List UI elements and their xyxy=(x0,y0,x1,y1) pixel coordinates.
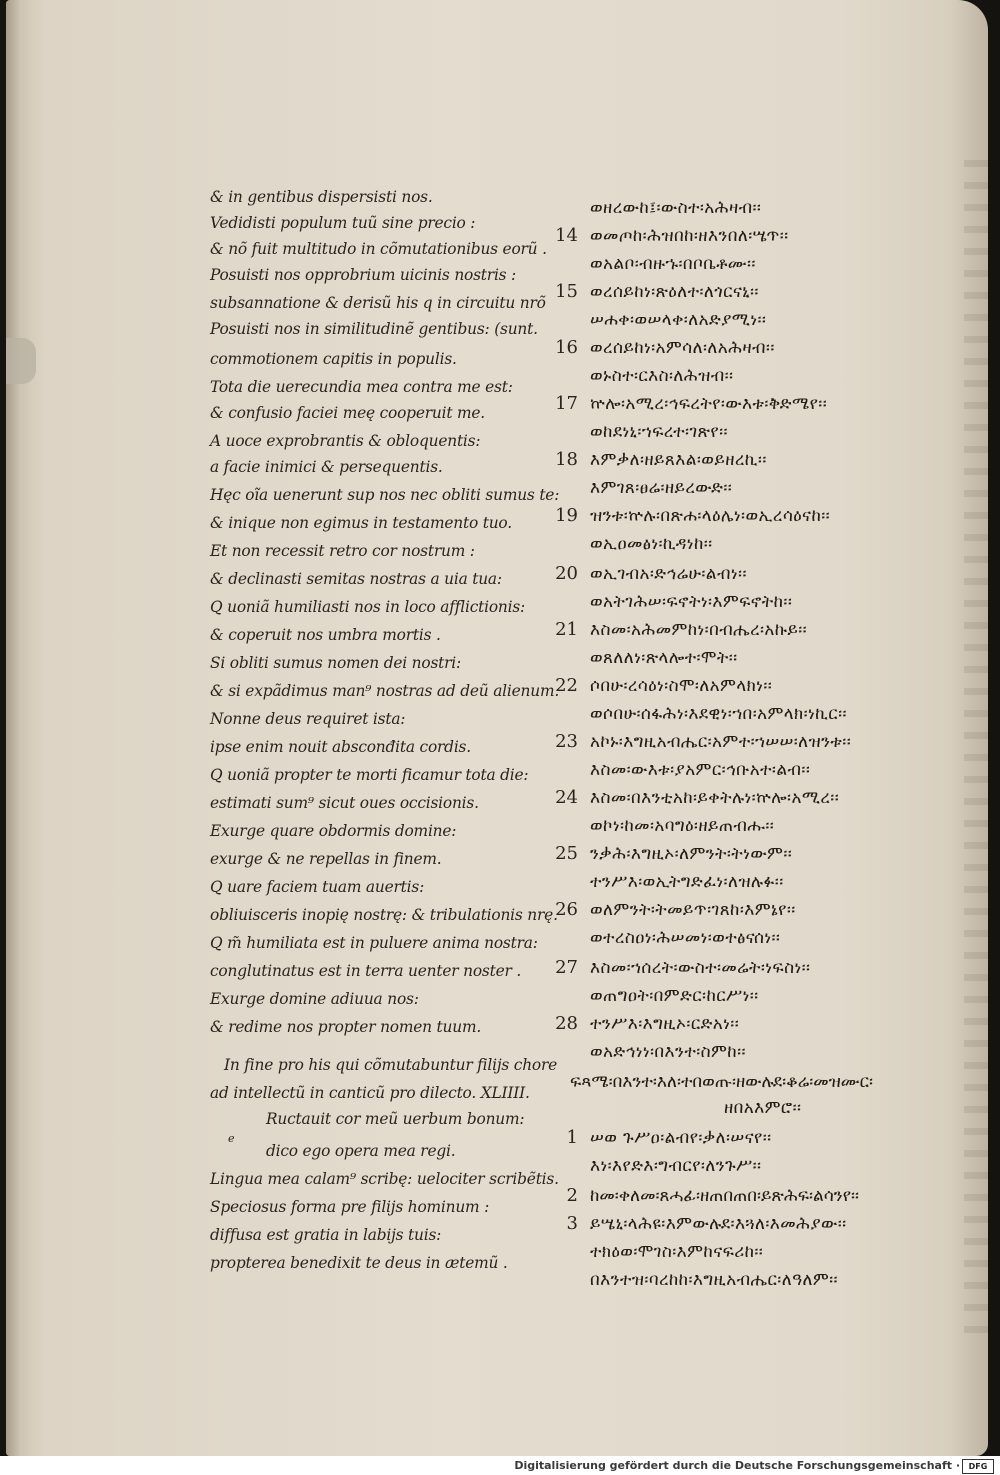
geez-line: ወኢዐመፅነ፡ኪዳነከ፡፡ xyxy=(590,534,713,554)
geez-line: እስመ፡አሕመምከነ፡በብሔረ፡አኩይ፡፡ xyxy=(590,620,808,640)
latin-line: Tota die uerecundia mea contra me est: xyxy=(210,378,513,396)
geez-line: ተንሥእ፡እግዚኦ፡ርድአነ፡፡ xyxy=(590,1014,740,1034)
latin-line: & nõ fuit multitudo in cõmutationibus eorũ . xyxy=(210,240,547,258)
geez-line: ተንሥእ፡ወኢትግድፈነ፡ለዝሉፉ፡፡ xyxy=(590,872,784,892)
geez-line: ወረሰይከነ፡አምሳለ፡ለአሕዛብ፡፡ xyxy=(590,338,775,358)
latin-line: Speciosus forma pre filijs hominum : xyxy=(210,1198,490,1216)
geez-line: እምገጸ፡ፀሬ፡ዘይረውድ፡፡ xyxy=(590,478,733,498)
latin-line: Hęc oĩa uenerunt sup nos nec obliti sumus te: xyxy=(210,486,560,504)
geez-line: ኵሎ፡አሚረ፡ኅፍረትየ፡ውእቱ፡ቅድሜየ፡፡ xyxy=(590,394,828,414)
latin-line: Vedidisti populum tuũ sine precio : xyxy=(210,214,476,232)
dfg-logo: DFG xyxy=(962,1459,994,1474)
latin-line: ad intellectũ in canticũ pro dilecto. XLIIII. xyxy=(210,1084,530,1102)
geez-line: እስመ፡በእንቲአከ፡ይቀትሉነ፡ኵሎ፡አሚረ፡፡ xyxy=(590,788,840,808)
geez-line: ወለምንት፡ትመይጥ፡ገጸከ፡እምኔየ፡፡ xyxy=(590,900,796,920)
verse-number: 23 xyxy=(555,731,578,752)
verse-number: 27 xyxy=(555,957,578,978)
geez-line: ወመጦከ፡ሕዝበከ፡ዘእንበለ፡ሤጥ፡፡ xyxy=(590,226,789,246)
geez-line: ዝንቱ፡ኵሉ፡በጽሐ፡ላዕሌነ፡ወኢረሳዕናከ፡፡ xyxy=(590,506,831,526)
latin-line: A uoce exprobrantis & obloquentis: xyxy=(210,432,481,450)
verse-number: 3 xyxy=(566,1213,578,1234)
latin-line: estimati sum⁹ sicut oues occisionis. xyxy=(210,794,479,812)
verse-number: 16 xyxy=(555,337,578,358)
geez-line: ወረሰይከነ፡ጽዕለተ፡ለጎርናኒ፡፡ xyxy=(590,282,759,302)
page-clip xyxy=(6,338,36,384)
verse-number: 21 xyxy=(555,619,578,640)
geez-line: ንቃሕ፡እግዚኦ፡ለምንት፡ትነውም፡፡ xyxy=(590,844,793,864)
verse-number: 15 xyxy=(555,281,578,302)
latin-line: & redime nos propter nomen tuum. xyxy=(210,1018,482,1036)
latin-line: exurge & ne repellas in finem. xyxy=(210,850,442,868)
verse-number: 22 xyxy=(555,675,578,696)
geez-line: ወተረስዐነ፡ሕሠመነ፡ወተፅናሰነ፡፡ xyxy=(590,928,781,948)
geez-line: አኮኑ፡እግዚአብሔር፡አምተ፡ኀሠሠ፡ለዝንቱ፡፡ xyxy=(590,732,852,752)
geez-line: ወኮነ፡ከመ፡አባግዕ፡ዘይጠብሑ፡፡ xyxy=(590,816,775,836)
latin-line: Q m̃ humiliata est in puluere anima nostra: xyxy=(210,934,538,952)
latin-line: conglutinatus est in terra uenter noster . xyxy=(210,962,522,980)
footer-credit: Digitalisierung gefördert durch die Deutsche Forschungsgemeinschaft · xyxy=(514,1459,960,1472)
latin-line: & si expãdimus man⁹ nostras ad deũ alienum. xyxy=(210,682,560,700)
verse-number: 24 xyxy=(555,787,578,808)
latin-line: obliuisceris inopię nostrę: & tribulationis nrę. xyxy=(210,906,558,924)
verse-number: 26 xyxy=(555,899,578,920)
geez-line: ተክዕወ፡ሞገስ፡እምከናፍሪከ፡፡ xyxy=(590,1242,764,1262)
geez-line: ወኑስተ፡ርእስ፡ለሕዝብ፡፡ xyxy=(590,366,734,386)
geez-line: ወጸለለነ፡ጽላሎተ፡ሞት፡፡ xyxy=(590,648,738,668)
geez-line: ሠወ ጉሥዐ፡ልብየ፡ቃለ፡ሠናየ፡፡ xyxy=(590,1128,772,1148)
latin-line: Exurge domine adiuua nos: xyxy=(210,990,419,1008)
geez-line: ፍጻሜ፡በእንተ፡እለ፡ተበወጡ፡ዘውሉደ፡ቆሬ፡መዝሙር፡ xyxy=(570,1072,874,1092)
latin-line: Q uoniã propter te morti ficamur tota die: xyxy=(210,766,529,784)
verse-number: 19 xyxy=(555,505,578,526)
latin-line: diffusa est gratia in labijs tuis: xyxy=(210,1226,442,1244)
latin-line: a facie inimici & persequentis. xyxy=(210,458,443,476)
geez-line: ወአትገሕሠ፡ፍኖትነ፡እምፍኖትከ፡፡ xyxy=(590,592,793,612)
latin-line: subsannatione & derisũ his q in circuitu nrõ xyxy=(210,294,546,312)
latin-line: ipse enim nouit absconđita cordis. xyxy=(210,738,471,756)
geez-line: ከመ፡ቀለመ፡ጸሓፊ፡ዘጠበጠበ፡ይጽሕፍ፡ልሳንየ፡፡ xyxy=(590,1186,860,1206)
latin-line: Nonne deus requiret ista: xyxy=(210,710,406,728)
geez-line: ይሤኒ፡ላሕዩ፡እምውሉደ፡እጓለ፡እመሕያው፡፡ xyxy=(590,1214,847,1234)
latin-line: & coperuit nos umbra mortis . xyxy=(210,626,441,644)
geez-line: እስመ፡ውእቱ፡ያአምር፡ኅቡአተ፡ልብ፡፡ xyxy=(590,760,811,780)
show-through-bleed xyxy=(964,160,988,1340)
geez-line: እነ፡እየድእ፡ግብርየ፡ለንጉሥ፡፡ xyxy=(590,1156,762,1176)
latin-line: & confusio faciei meę cooperuit me. xyxy=(210,404,485,422)
geez-line: ወአድኅነነ፡በእንተ፡ስምከ፡፡ xyxy=(590,1042,746,1062)
verse-number: 2 xyxy=(566,1185,578,1206)
geez-line: ወኢገብአ፡ድኅሬሁ፡ልብነ፡፡ xyxy=(590,564,747,584)
latin-line: Posuisti nos opprobrium uicinis nostris : xyxy=(210,266,517,284)
latin-line: e xyxy=(228,1132,235,1145)
book-page xyxy=(6,0,988,1456)
geez-line: ወጠግዐት፡በምድር፡ከርሥነ፡፡ xyxy=(590,986,759,1006)
geez-line: ወከደነኒ፡ኀፍረተ፡ገጽየ፡፡ xyxy=(590,422,728,442)
latin-line: Posuisti nos in similitudinẽ gentibus: (sunt. xyxy=(210,320,538,338)
latin-line: Et non recessit retro cor nostrum : xyxy=(210,542,475,560)
geez-line: በእንተዝ፡ባረከከ፡እግዚአብሔር፡ለዓለም፡፡ xyxy=(590,1270,838,1290)
geez-line: ሠሐቀ፡ወሠላቀ፡ለአድያሚነ፡፡ xyxy=(590,310,767,330)
geez-line: ወአልቦ፡ብዙኁ፡በቦቤቶሙ፡፡ xyxy=(590,254,756,274)
verse-number: 1 xyxy=(566,1127,578,1148)
latin-line: Ructauit cor meũ uerbum bonum: xyxy=(266,1110,525,1128)
latin-line: In fine pro his qui cõmutabuntur filijs chore xyxy=(224,1056,558,1074)
geez-line: እስመ፡ኀሰረት፡ውስተ፡መሬት፡ነፍስነ፡፡ xyxy=(590,958,811,978)
latin-line: & declinasti semitas nostras a uia tua: xyxy=(210,570,502,588)
footer-bar xyxy=(0,1456,1000,1475)
latin-line: Q uare faciem tuam auertis: xyxy=(210,878,425,896)
geez-line: እምቃለ፡ዘይጸእል፡ወይዘረኪ፡፡ xyxy=(590,450,767,470)
verse-number: 28 xyxy=(555,1013,578,1034)
latin-line: commotionem capitis in populis. xyxy=(210,350,457,368)
latin-line: Q uoniã humiliasti nos in loco afflictionis: xyxy=(210,598,526,616)
geez-line: ዘበአእምሮ፡፡ xyxy=(724,1098,802,1118)
latin-line: dico ego opera mea regi. xyxy=(266,1142,456,1160)
verse-number: 17 xyxy=(555,393,578,414)
latin-line: Lingua mea calam⁹ scribę: uelociter scribẽtis. xyxy=(210,1170,559,1188)
verse-number: 14 xyxy=(555,225,578,246)
latin-line: Exurge quare obdormis domine: xyxy=(210,822,457,840)
geez-line: ወዘረውከ፤፡ውስተ፡አሕዛብ፡፡ xyxy=(590,198,762,218)
verse-number: 20 xyxy=(555,563,578,584)
latin-line: & inique non egimus in testamento tuo. xyxy=(210,514,512,532)
geez-line: ሶበሁ፡ረሳዕነ፡ስሞ፡ለአምላክነ፡፡ xyxy=(590,676,773,696)
latin-line: Si obliti sumus nomen dei nostri: xyxy=(210,654,462,672)
verse-number: 18 xyxy=(555,449,578,470)
latin-line: & in gentibus dispersisti nos. xyxy=(210,188,433,206)
geez-line: ወሶበሁ፡ሰፋሕነ፡እደዊነ፡ኀበ፡አምላክ፡ነኪር፡፡ xyxy=(590,704,847,724)
verse-number: 25 xyxy=(555,843,578,864)
page-gutter-shadow xyxy=(6,0,30,1456)
latin-line: propterea benedixit te deus in ætemũ . xyxy=(210,1254,508,1272)
